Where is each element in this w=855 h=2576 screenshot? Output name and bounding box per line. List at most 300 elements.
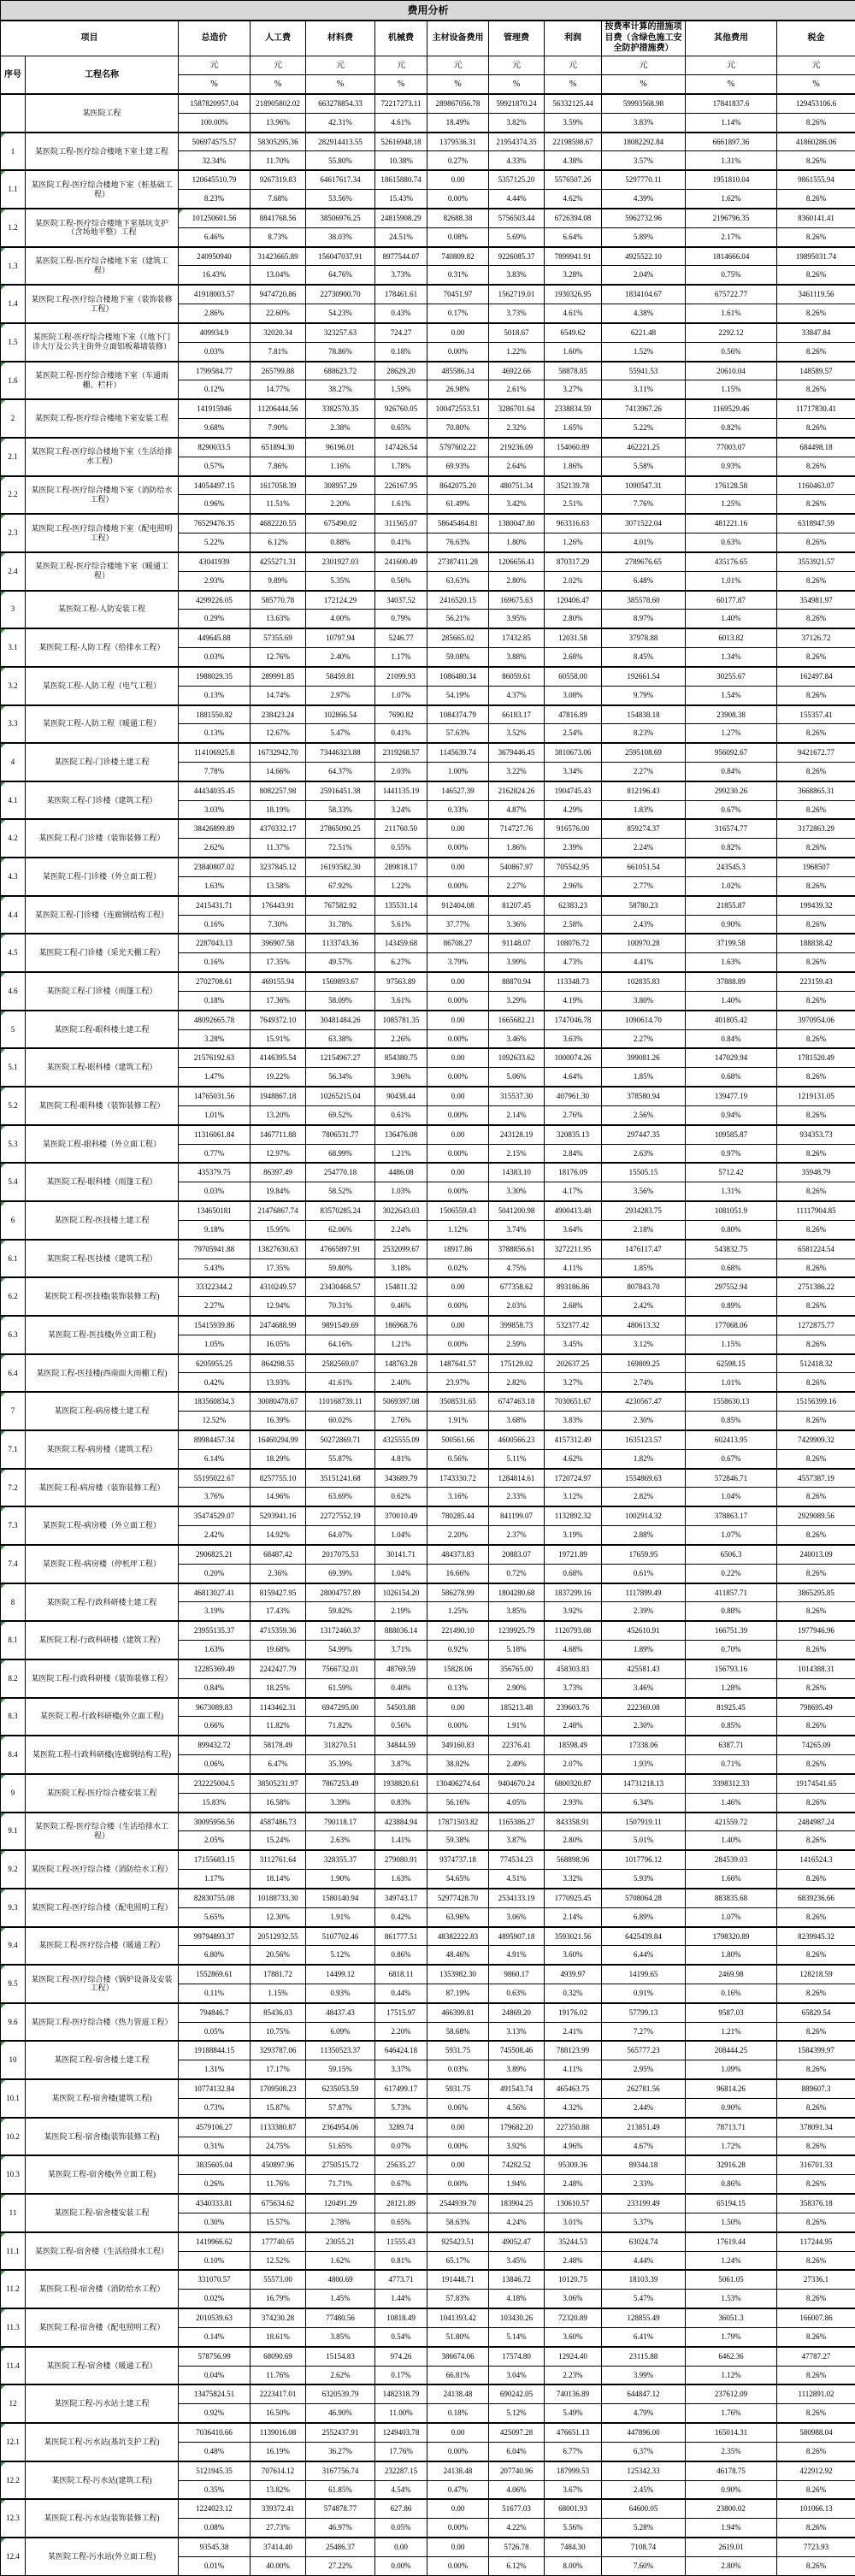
row-yuan-cell[interactable]: 1379536.31 <box>428 133 489 151</box>
row-percent-cell[interactable]: 5.18% <box>489 1641 545 1659</box>
row-percent-cell[interactable]: 2.80% <box>489 571 545 590</box>
row-yuan-cell[interactable]: 5712.42 <box>686 1163 777 1182</box>
row-yuan-cell[interactable]: 100970.28 <box>602 934 686 952</box>
row-yuan-cell[interactable]: 407961.30 <box>545 1087 602 1105</box>
row-yuan-cell[interactable]: 147426.54 <box>375 438 428 457</box>
row-name-cell[interactable]: 某医院工程-医疗综合楼地下室基坑支护（含场地平整）工程 <box>26 209 179 247</box>
row-seq-cell[interactable]: 5.2 <box>1 1087 26 1125</box>
row-percent-cell[interactable]: 18.14% <box>251 1870 306 1889</box>
row-percent-cell[interactable]: 3.83% <box>545 1412 602 1430</box>
row-percent-cell[interactable]: 5.06% <box>489 1068 545 1087</box>
row-yuan-cell[interactable]: 3970954.06 <box>777 1011 855 1029</box>
row-yuan-cell[interactable]: 238423.24 <box>251 705 306 724</box>
row-percent-cell[interactable]: 2.54% <box>545 724 602 743</box>
row-yuan-cell[interactable]: 172124.29 <box>306 591 375 610</box>
row-yuan-cell[interactable]: 311565.07 <box>375 514 428 533</box>
row-yuan-cell[interactable]: 226167.95 <box>375 476 428 495</box>
row-seq-cell[interactable]: 11.4 <box>1 2347 26 2385</box>
row-yuan-cell[interactable]: 3593021.56 <box>545 1927 602 1946</box>
row-yuan-cell[interactable]: 339372.41 <box>251 2499 306 2518</box>
row-yuan-cell[interactable]: 1133380.87 <box>251 2118 306 2137</box>
row-yuan-cell[interactable]: 6549.62 <box>545 323 602 342</box>
row-name-cell[interactable]: 某医院工程-医疗综合楼安装工程 <box>26 1774 179 1813</box>
row-yuan-cell[interactable]: 120645510.79 <box>179 170 251 189</box>
row-percent-cell[interactable]: 3.96% <box>375 1068 428 1087</box>
row-yuan-cell[interactable]: 1720724.97 <box>545 1469 602 1488</box>
row-yuan-cell[interactable]: 1139016.08 <box>251 2423 306 2442</box>
row-yuan-cell[interactable]: 3835605.04 <box>179 2155 251 2174</box>
row-yuan-cell[interactable]: 422912.92 <box>777 2461 855 2480</box>
row-percent-cell[interactable]: 40.00% <box>251 2556 306 2575</box>
row-percent-cell[interactable]: 87.19% <box>428 1984 489 2002</box>
row-seq-cell[interactable]: 8.3 <box>1 1698 26 1736</box>
row-percent-cell[interactable]: 1.85% <box>602 1259 686 1277</box>
row-yuan-cell[interactable]: 19721.89 <box>545 1545 602 1564</box>
row-name-cell[interactable]: 某医院工程-医疗综合楼地下室（（地下门诊大厅及公共主街外立面铝板幕墙装修） <box>26 323 179 362</box>
row-percent-cell[interactable]: 16.43% <box>179 266 251 285</box>
row-yuan-cell[interactable]: 2906825.21 <box>179 1545 251 1564</box>
row-percent-cell[interactable]: 2.41% <box>545 2022 602 2041</box>
row-yuan-cell[interactable]: 8841768.56 <box>251 209 306 227</box>
row-name-cell[interactable]: 某医院工程-病房楼（外立面工程） <box>26 1506 179 1545</box>
row-yuan-cell[interactable]: 8642075.20 <box>428 476 489 495</box>
row-seq-cell[interactable]: 1.6 <box>1 362 26 400</box>
row-percent-cell[interactable]: 0.79% <box>375 610 428 628</box>
row-percent-cell[interactable]: 0.68% <box>545 1564 602 1583</box>
row-percent-cell[interactable]: 4.11% <box>545 1259 602 1277</box>
row-yuan-cell[interactable]: 76529476.35 <box>179 514 251 533</box>
row-percent-cell[interactable]: 38.03% <box>306 227 375 246</box>
row-yuan-cell[interactable]: 3382570.35 <box>306 399 375 418</box>
row-percent-cell[interactable]: 8.26% <box>777 2213 855 2231</box>
row-yuan-cell[interactable]: 1968507 <box>777 858 855 876</box>
row-yuan-cell[interactable]: 141915946 <box>179 399 251 418</box>
row-name-cell[interactable]: 某医院工程-宿舍楼（消防给水工程） <box>26 2270 179 2308</box>
row-percent-cell[interactable]: 2.27% <box>179 1297 251 1316</box>
row-yuan-cell[interactable]: 17515.97 <box>375 2003 428 2022</box>
row-yuan-cell[interactable]: 6818.11 <box>375 1965 428 1984</box>
row-percent-cell[interactable]: 1.65% <box>545 419 602 438</box>
row-yuan-cell[interactable]: 4310249.57 <box>251 1277 306 1296</box>
row-yuan-cell[interactable]: 421559.72 <box>686 1813 777 1831</box>
row-percent-cell[interactable]: 12.52% <box>251 2251 306 2270</box>
row-name-cell[interactable]: 某医院工程-医疗综合楼地下室安装工程 <box>26 399 179 438</box>
row-yuan-cell[interactable]: 0.00 <box>428 323 489 342</box>
row-percent-cell[interactable]: 0.17% <box>375 2366 428 2384</box>
row-name-cell[interactable]: 某医院工程-门诊楼（装饰装修工程） <box>26 819 179 858</box>
row-yuan-cell[interactable]: 162497.84 <box>777 667 855 686</box>
row-name-cell[interactable]: 某医院工程-医疗综合楼（热力管道工程） <box>26 2003 179 2042</box>
row-seq-cell[interactable]: 2.4 <box>1 552 26 591</box>
row-yuan-cell[interactable]: 78713.71 <box>686 2118 777 2137</box>
row-yuan-cell[interactable]: 57355.69 <box>251 628 306 647</box>
row-yuan-cell[interactable]: 99794893.37 <box>179 1927 251 1946</box>
row-name-cell[interactable]: 某医院工程-眼科楼（建筑工程） <box>26 1048 179 1087</box>
row-yuan-cell[interactable]: 110168739.11 <box>306 1392 375 1411</box>
row-yuan-cell[interactable]: 2751386.22 <box>777 1277 855 1296</box>
row-yuan-cell[interactable]: 9860.17 <box>489 1965 545 1984</box>
row-name-cell[interactable]: 某医院工程-行政科研楼(连廊钢结构工程) <box>26 1736 179 1774</box>
row-yuan-cell[interactable]: 72217273.11 <box>375 94 428 113</box>
row-percent-cell[interactable]: 63.96% <box>428 1907 489 1926</box>
row-yuan-cell[interactable]: 284539.03 <box>686 1850 777 1869</box>
row-percent-cell[interactable]: 14.77% <box>251 380 306 399</box>
row-yuan-cell[interactable]: 0.00 <box>428 1087 489 1105</box>
row-percent-cell[interactable]: 7.27% <box>602 2022 686 2041</box>
row-percent-cell[interactable]: 3.08% <box>545 686 602 704</box>
row-yuan-cell[interactable]: 17574.80 <box>489 2347 545 2366</box>
row-yuan-cell[interactable]: 15505.15 <box>602 1163 686 1182</box>
row-percent-cell[interactable]: 0.66% <box>179 1717 251 1736</box>
row-yuan-cell[interactable]: 37978.88 <box>602 628 686 647</box>
row-percent-cell[interactable]: 8.00% <box>545 2556 602 2575</box>
row-yuan-cell[interactable]: 580988.04 <box>777 2423 855 2442</box>
row-percent-cell[interactable]: 2.03% <box>489 1297 545 1316</box>
row-yuan-cell[interactable]: 41918003.57 <box>179 285 251 304</box>
row-percent-cell[interactable]: 3.83% <box>602 113 686 132</box>
row-percent-cell[interactable]: 3.52% <box>489 724 545 743</box>
row-percent-cell[interactable]: 19.68% <box>251 1641 306 1659</box>
row-seq-cell[interactable]: 3 <box>1 591 26 629</box>
row-percent-cell[interactable]: 59.38% <box>428 1831 489 1850</box>
row-yuan-cell[interactable]: 450897.96 <box>251 2155 306 2174</box>
row-yuan-cell[interactable]: 6205955.25 <box>179 1354 251 1373</box>
row-percent-cell[interactable]: 3.87% <box>489 1831 545 1850</box>
row-yuan-cell[interactable]: 7413967.26 <box>602 399 686 418</box>
row-yuan-cell[interactable]: 207740.96 <box>489 2461 545 2480</box>
row-yuan-cell[interactable]: 883835.68 <box>686 1889 777 1907</box>
row-percent-cell[interactable]: 1.41% <box>375 1831 428 1850</box>
row-percent-cell[interactable]: 0.35% <box>179 2480 251 2499</box>
row-percent-cell[interactable]: 3.99% <box>489 953 545 972</box>
row-yuan-cell[interactable]: 323257.63 <box>306 323 375 342</box>
row-yuan-cell[interactable]: 166751.39 <box>686 1621 777 1640</box>
row-name-cell[interactable]: 某医院工程-人防工程（暖通工程） <box>26 705 179 744</box>
row-percent-cell[interactable]: 1.78% <box>375 457 428 475</box>
row-percent-cell[interactable]: 0.72% <box>489 1564 545 1583</box>
row-yuan-cell[interactable]: 378091.34 <box>777 2118 855 2137</box>
row-yuan-cell[interactable]: 91148.07 <box>489 934 545 952</box>
row-percent-cell[interactable]: 5.11% <box>489 1449 545 1468</box>
row-percent-cell[interactable]: 0.93% <box>686 457 777 475</box>
row-yuan-cell[interactable]: 1272875.77 <box>777 1316 855 1335</box>
row-yuan-cell[interactable]: 12924.40 <box>545 2347 602 2366</box>
row-yuan-cell[interactable]: 1249403.78 <box>375 2423 428 2442</box>
row-percent-cell[interactable]: 2.27% <box>602 762 686 781</box>
row-percent-cell[interactable]: 1.93% <box>602 1755 686 1774</box>
row-yuan-cell[interactable]: 289867056.78 <box>428 94 489 113</box>
row-yuan-cell[interactable]: 4157312.49 <box>545 1430 602 1449</box>
row-yuan-cell[interactable]: 5962732.96 <box>602 209 686 227</box>
row-yuan-cell[interactable]: 4255271.31 <box>251 552 306 571</box>
row-seq-cell[interactable]: 12.2 <box>1 2461 26 2500</box>
row-yuan-cell[interactable]: 843358.91 <box>545 1813 602 1831</box>
row-yuan-cell[interactable]: 129453106.6 <box>777 94 855 113</box>
row-percent-cell[interactable]: 2.26% <box>375 1029 428 1048</box>
row-yuan-cell[interactable]: 349160.83 <box>428 1736 489 1754</box>
row-yuan-cell[interactable]: 37126.72 <box>777 628 855 647</box>
row-percent-cell[interactable]: 3.82% <box>489 113 545 132</box>
row-yuan-cell[interactable]: 3810673.06 <box>545 743 602 762</box>
row-percent-cell[interactable]: 3.92% <box>545 1602 602 1621</box>
row-percent-cell[interactable]: 2.48% <box>545 2251 602 2270</box>
row-name-cell[interactable]: 某医院工程-医疗综合楼地下室土建工程 <box>26 133 179 171</box>
row-percent-cell[interactable]: 57.83% <box>428 2290 489 2308</box>
row-percent-cell[interactable]: 12.97% <box>251 1144 306 1163</box>
row-yuan-cell[interactable]: 481221.16 <box>686 514 777 533</box>
row-yuan-cell[interactable]: 88870.94 <box>489 972 545 991</box>
row-yuan-cell[interactable]: 316701.33 <box>777 2155 855 2174</box>
row-percent-cell[interactable]: 8.26% <box>777 151 855 170</box>
row-yuan-cell[interactable]: 243128.19 <box>489 1125 545 1144</box>
row-name-cell[interactable]: 某医院工程-医技楼(外立面工程) <box>26 1316 179 1354</box>
row-yuan-cell[interactable]: 1770925.45 <box>545 1889 602 1907</box>
row-percent-cell[interactable]: 7.78% <box>179 762 251 781</box>
row-percent-cell[interactable]: 3.85% <box>489 1602 545 1621</box>
row-percent-cell[interactable]: 4.81% <box>375 1449 428 1468</box>
row-percent-cell[interactable]: 0.81% <box>375 2251 428 2270</box>
row-yuan-cell[interactable]: 447896.00 <box>602 2423 686 2442</box>
row-yuan-cell[interactable]: 21855.87 <box>686 896 777 915</box>
row-percent-cell[interactable]: 2.64% <box>489 457 545 475</box>
row-percent-cell[interactable]: 15.57% <box>251 2213 306 2231</box>
row-yuan-cell[interactable]: 1569893.67 <box>306 972 375 991</box>
row-percent-cell[interactable]: 8.26% <box>777 2290 855 2308</box>
row-percent-cell[interactable]: 56.21% <box>428 610 489 628</box>
row-percent-cell[interactable]: 1.17% <box>179 1870 251 1889</box>
row-percent-cell[interactable]: 8.26% <box>777 1412 855 1430</box>
row-percent-cell[interactable]: 0.31% <box>428 266 489 285</box>
row-yuan-cell[interactable]: 788123.99 <box>545 2041 602 2060</box>
row-seq-cell[interactable]: 9.1 <box>1 1813 26 1851</box>
row-yuan-cell[interactable]: 0.00 <box>375 2538 428 2556</box>
row-yuan-cell[interactable]: 358376.18 <box>777 2194 855 2213</box>
row-yuan-cell[interactable]: 21576192.63 <box>179 1048 251 1067</box>
row-percent-cell[interactable]: 8.26% <box>777 1259 855 1277</box>
row-seq-cell[interactable]: 12 <box>1 2384 26 2423</box>
row-name-cell[interactable]: 某医院工程-医疗综合楼地下室（建筑工程） <box>26 247 179 286</box>
row-percent-cell[interactable]: 8.26% <box>777 991 855 1010</box>
row-yuan-cell[interactable]: 9861555.94 <box>777 170 855 189</box>
row-yuan-cell[interactable]: 96814.26 <box>686 2079 777 2098</box>
row-yuan-cell[interactable]: 1081051.9 <box>686 1201 777 1220</box>
row-percent-cell[interactable]: 2.04% <box>602 266 686 285</box>
row-yuan-cell[interactable]: 480751.34 <box>489 476 545 495</box>
row-percent-cell[interactable]: 58.63% <box>428 2213 489 2231</box>
row-yuan-cell[interactable]: 232287.15 <box>375 2461 428 2480</box>
row-yuan-cell[interactable]: 0.00 <box>428 819 489 838</box>
row-percent-cell[interactable]: 0.86% <box>375 1946 428 1965</box>
row-percent-cell[interactable]: 6.77% <box>545 2442 602 2461</box>
row-percent-cell[interactable]: 0.02% <box>428 1259 489 1277</box>
row-percent-cell[interactable]: 3.16% <box>428 1488 489 1506</box>
row-percent-cell[interactable]: 0.61% <box>602 1564 686 1583</box>
row-yuan-cell[interactable]: 23800.02 <box>686 2499 777 2518</box>
row-yuan-cell[interactable]: 43041939 <box>179 552 251 571</box>
row-yuan-cell[interactable]: 2292.12 <box>686 323 777 342</box>
row-percent-cell[interactable]: 0.18% <box>179 991 251 1010</box>
row-yuan-cell[interactable]: 279080.91 <box>375 1850 428 1869</box>
row-name-cell[interactable]: 某医院工程-医技楼(西南面大雨棚工程) <box>26 1354 179 1393</box>
row-yuan-cell[interactable]: 565777.23 <box>602 2041 686 2060</box>
row-yuan-cell[interactable]: 9267319.83 <box>251 170 306 189</box>
row-yuan-cell[interactable]: 491543.74 <box>489 2079 545 2098</box>
row-yuan-cell[interactable]: 128855.49 <box>602 2308 686 2327</box>
row-percent-cell[interactable]: 53.56% <box>306 190 375 209</box>
row-yuan-cell[interactable]: 425097.28 <box>489 2423 545 2442</box>
row-percent-cell[interactable]: 1.22% <box>375 876 428 895</box>
row-percent-cell[interactable]: 18.49% <box>428 113 489 132</box>
row-yuan-cell[interactable]: 4579106.27 <box>179 2118 251 2137</box>
row-percent-cell[interactable]: 8.26% <box>777 2366 855 2384</box>
row-percent-cell[interactable]: 71.71% <box>306 2175 375 2194</box>
row-percent-cell[interactable]: 0.00% <box>428 342 489 361</box>
row-yuan-cell[interactable]: 480613.32 <box>602 1316 686 1335</box>
row-percent-cell[interactable]: 2.44% <box>602 2098 686 2117</box>
row-yuan-cell[interactable]: 458303.83 <box>545 1659 602 1678</box>
row-percent-cell[interactable]: 3.22% <box>489 762 545 781</box>
row-name-cell[interactable]: 某医院工程-病房楼土建工程 <box>26 1392 179 1430</box>
row-percent-cell[interactable]: 2.37% <box>489 1526 545 1545</box>
row-yuan-cell[interactable]: 1014388.31 <box>777 1659 855 1678</box>
row-percent-cell[interactable]: 16.05% <box>251 1335 306 1353</box>
row-percent-cell[interactable]: 58.52% <box>306 1182 375 1201</box>
row-percent-cell[interactable]: 15.91% <box>251 1029 306 1048</box>
row-percent-cell[interactable]: 0.40% <box>375 1678 428 1697</box>
row-yuan-cell[interactable]: 56332125.44 <box>545 94 602 113</box>
row-yuan-cell[interactable]: 179682.20 <box>489 2118 545 2137</box>
row-yuan-cell[interactable]: 3289.74 <box>375 2118 428 2137</box>
row-percent-cell[interactable]: 11.76% <box>251 2175 306 2194</box>
row-yuan-cell[interactable]: 81207.45 <box>489 896 545 915</box>
row-name-cell[interactable]: 某医院工程-人防工程（电气工程） <box>26 667 179 705</box>
row-yuan-cell[interactable]: 22727552.19 <box>306 1506 375 1525</box>
row-percent-cell[interactable]: 3.19% <box>179 1602 251 1621</box>
row-yuan-cell[interactable]: 41860286.06 <box>777 133 855 151</box>
row-percent-cell[interactable]: 0.16% <box>179 953 251 972</box>
row-percent-cell[interactable]: 4.61% <box>545 304 602 323</box>
row-yuan-cell[interactable]: 28121.89 <box>375 2194 428 2213</box>
row-percent-cell[interactable]: 2.39% <box>602 1602 686 1621</box>
row-percent-cell[interactable]: 8.26% <box>777 266 855 285</box>
row-yuan-cell[interactable]: 6425439.84 <box>602 1927 686 1946</box>
row-yuan-cell[interactable]: 1804280.68 <box>489 1583 545 1602</box>
row-yuan-cell[interactable]: 30141.71 <box>375 1545 428 1564</box>
row-name-cell[interactable]: 某医院工程-医技楼（建筑工程） <box>26 1240 179 1278</box>
row-percent-cell[interactable]: 4.96% <box>545 2137 602 2155</box>
row-yuan-cell[interactable]: 243545.3 <box>686 858 777 876</box>
row-yuan-cell[interactable]: 32020.34 <box>251 323 306 342</box>
row-percent-cell[interactable]: 15.83% <box>179 1793 251 1812</box>
row-name-cell[interactable]: 某医院工程-人防安装工程 <box>26 591 179 629</box>
row-yuan-cell[interactable]: 24869.20 <box>489 2003 545 2022</box>
row-percent-cell[interactable]: 1.21% <box>375 1144 428 1163</box>
row-yuan-cell[interactable]: 177740.65 <box>251 2232 306 2251</box>
row-percent-cell[interactable]: 2.39% <box>545 839 602 858</box>
row-percent-cell[interactable]: 6.44% <box>602 1946 686 1965</box>
row-percent-cell[interactable]: 0.97% <box>686 1144 777 1163</box>
row-percent-cell[interactable]: 8.26% <box>777 1029 855 1048</box>
row-yuan-cell[interactable]: 100472553.51 <box>428 399 489 418</box>
row-percent-cell[interactable]: 2.49% <box>489 1755 545 1774</box>
row-percent-cell[interactable]: 8.26% <box>777 2022 855 2041</box>
row-percent-cell[interactable]: 8.26% <box>777 2327 855 2346</box>
row-yuan-cell[interactable]: 10120.75 <box>545 2270 602 2289</box>
row-percent-cell[interactable]: 36.27% <box>306 2442 375 2461</box>
row-yuan-cell[interactable]: 9421672.77 <box>777 743 855 762</box>
row-percent-cell[interactable]: 65.17% <box>428 2251 489 2270</box>
row-name-cell[interactable]: 某医院工程-医疗综合楼地下室（装饰装修工程） <box>26 285 179 323</box>
row-percent-cell[interactable]: 6.47% <box>251 1755 306 1774</box>
row-percent-cell[interactable]: 64.76% <box>306 266 375 285</box>
row-percent-cell[interactable]: 8.26% <box>777 113 855 132</box>
row-percent-cell[interactable]: 67.92% <box>306 876 375 895</box>
row-yuan-cell[interactable]: 956092.67 <box>686 743 777 762</box>
row-yuan-cell[interactable]: 68001.93 <box>545 2499 602 2518</box>
row-percent-cell[interactable]: 0.75% <box>686 266 777 285</box>
row-percent-cell[interactable]: 8.26% <box>777 1449 855 1468</box>
row-yuan-cell[interactable]: 3679446.45 <box>489 743 545 762</box>
row-percent-cell[interactable]: 0.00% <box>428 1105 489 1124</box>
row-percent-cell[interactable]: 3.27% <box>545 1373 602 1392</box>
row-percent-cell[interactable]: 3.12% <box>602 1335 686 1353</box>
row-percent-cell[interactable]: 8.26% <box>777 762 855 781</box>
row-percent-cell[interactable]: 8.26% <box>777 2556 855 2575</box>
row-yuan-cell[interactable]: 20883.07 <box>489 1545 545 1564</box>
row-yuan-cell[interactable]: 500561.66 <box>428 1430 489 1449</box>
row-percent-cell[interactable]: 0.83% <box>375 1793 428 1812</box>
row-percent-cell[interactable]: 46.90% <box>306 2404 375 2423</box>
row-yuan-cell[interactable]: 47816.89 <box>545 705 602 724</box>
row-yuan-cell[interactable]: 9891549.69 <box>306 1316 375 1335</box>
row-percent-cell[interactable]: 1.31% <box>179 2060 251 2079</box>
row-yuan-cell[interactable]: 1132892.32 <box>545 1506 602 1525</box>
row-percent-cell[interactable]: 0.67% <box>375 2175 428 2194</box>
row-percent-cell[interactable]: 27.73% <box>251 2519 306 2538</box>
row-seq-cell[interactable]: 12.3 <box>1 2499 26 2538</box>
row-percent-cell[interactable]: 3.13% <box>489 2022 545 2041</box>
row-yuan-cell[interactable]: 0.00 <box>428 2499 489 2518</box>
row-yuan-cell[interactable]: 169675.63 <box>489 591 545 610</box>
row-yuan-cell[interactable]: 617499.17 <box>375 2079 428 2098</box>
row-yuan-cell[interactable]: 48769.59 <box>375 1659 428 1678</box>
row-yuan-cell[interactable]: 859274.37 <box>602 819 686 838</box>
row-yuan-cell[interactable]: 485586.14 <box>428 362 489 380</box>
row-yuan-cell[interactable]: 188838.42 <box>777 934 855 952</box>
row-percent-cell[interactable]: 1.03% <box>375 1182 428 1201</box>
row-percent-cell[interactable]: 18.29% <box>251 1449 306 1468</box>
row-yuan-cell[interactable]: 963316.63 <box>545 514 602 533</box>
row-percent-cell[interactable]: 0.55% <box>375 839 428 858</box>
row-percent-cell[interactable]: 2.62% <box>306 2366 375 2384</box>
row-yuan-cell[interactable]: 352139.78 <box>545 476 602 495</box>
row-percent-cell[interactable]: 8.73% <box>251 227 306 246</box>
row-yuan-cell[interactable]: 23908.38 <box>686 705 777 724</box>
row-yuan-cell[interactable]: 130610.57 <box>545 2194 602 2213</box>
row-yuan-cell[interactable]: 1506559.43 <box>428 1201 489 1220</box>
row-percent-cell[interactable]: 2.68% <box>545 648 602 667</box>
row-yuan-cell[interactable]: 435379.75 <box>179 1163 251 1182</box>
row-percent-cell[interactable]: 8.26% <box>777 1717 855 1736</box>
row-percent-cell[interactable]: 1.01% <box>179 1105 251 1124</box>
row-percent-cell[interactable]: 0.03% <box>179 1182 251 1201</box>
row-yuan-cell[interactable]: 165014.31 <box>686 2423 777 2442</box>
row-percent-cell[interactable]: 0.01% <box>179 2556 251 2575</box>
row-percent-cell[interactable]: 64.37% <box>306 762 375 781</box>
row-yuan-cell[interactable]: 62383.23 <box>545 896 602 915</box>
row-yuan-cell[interactable]: 331070.57 <box>179 2270 251 2289</box>
row-percent-cell[interactable]: 3.06% <box>489 1907 545 1926</box>
